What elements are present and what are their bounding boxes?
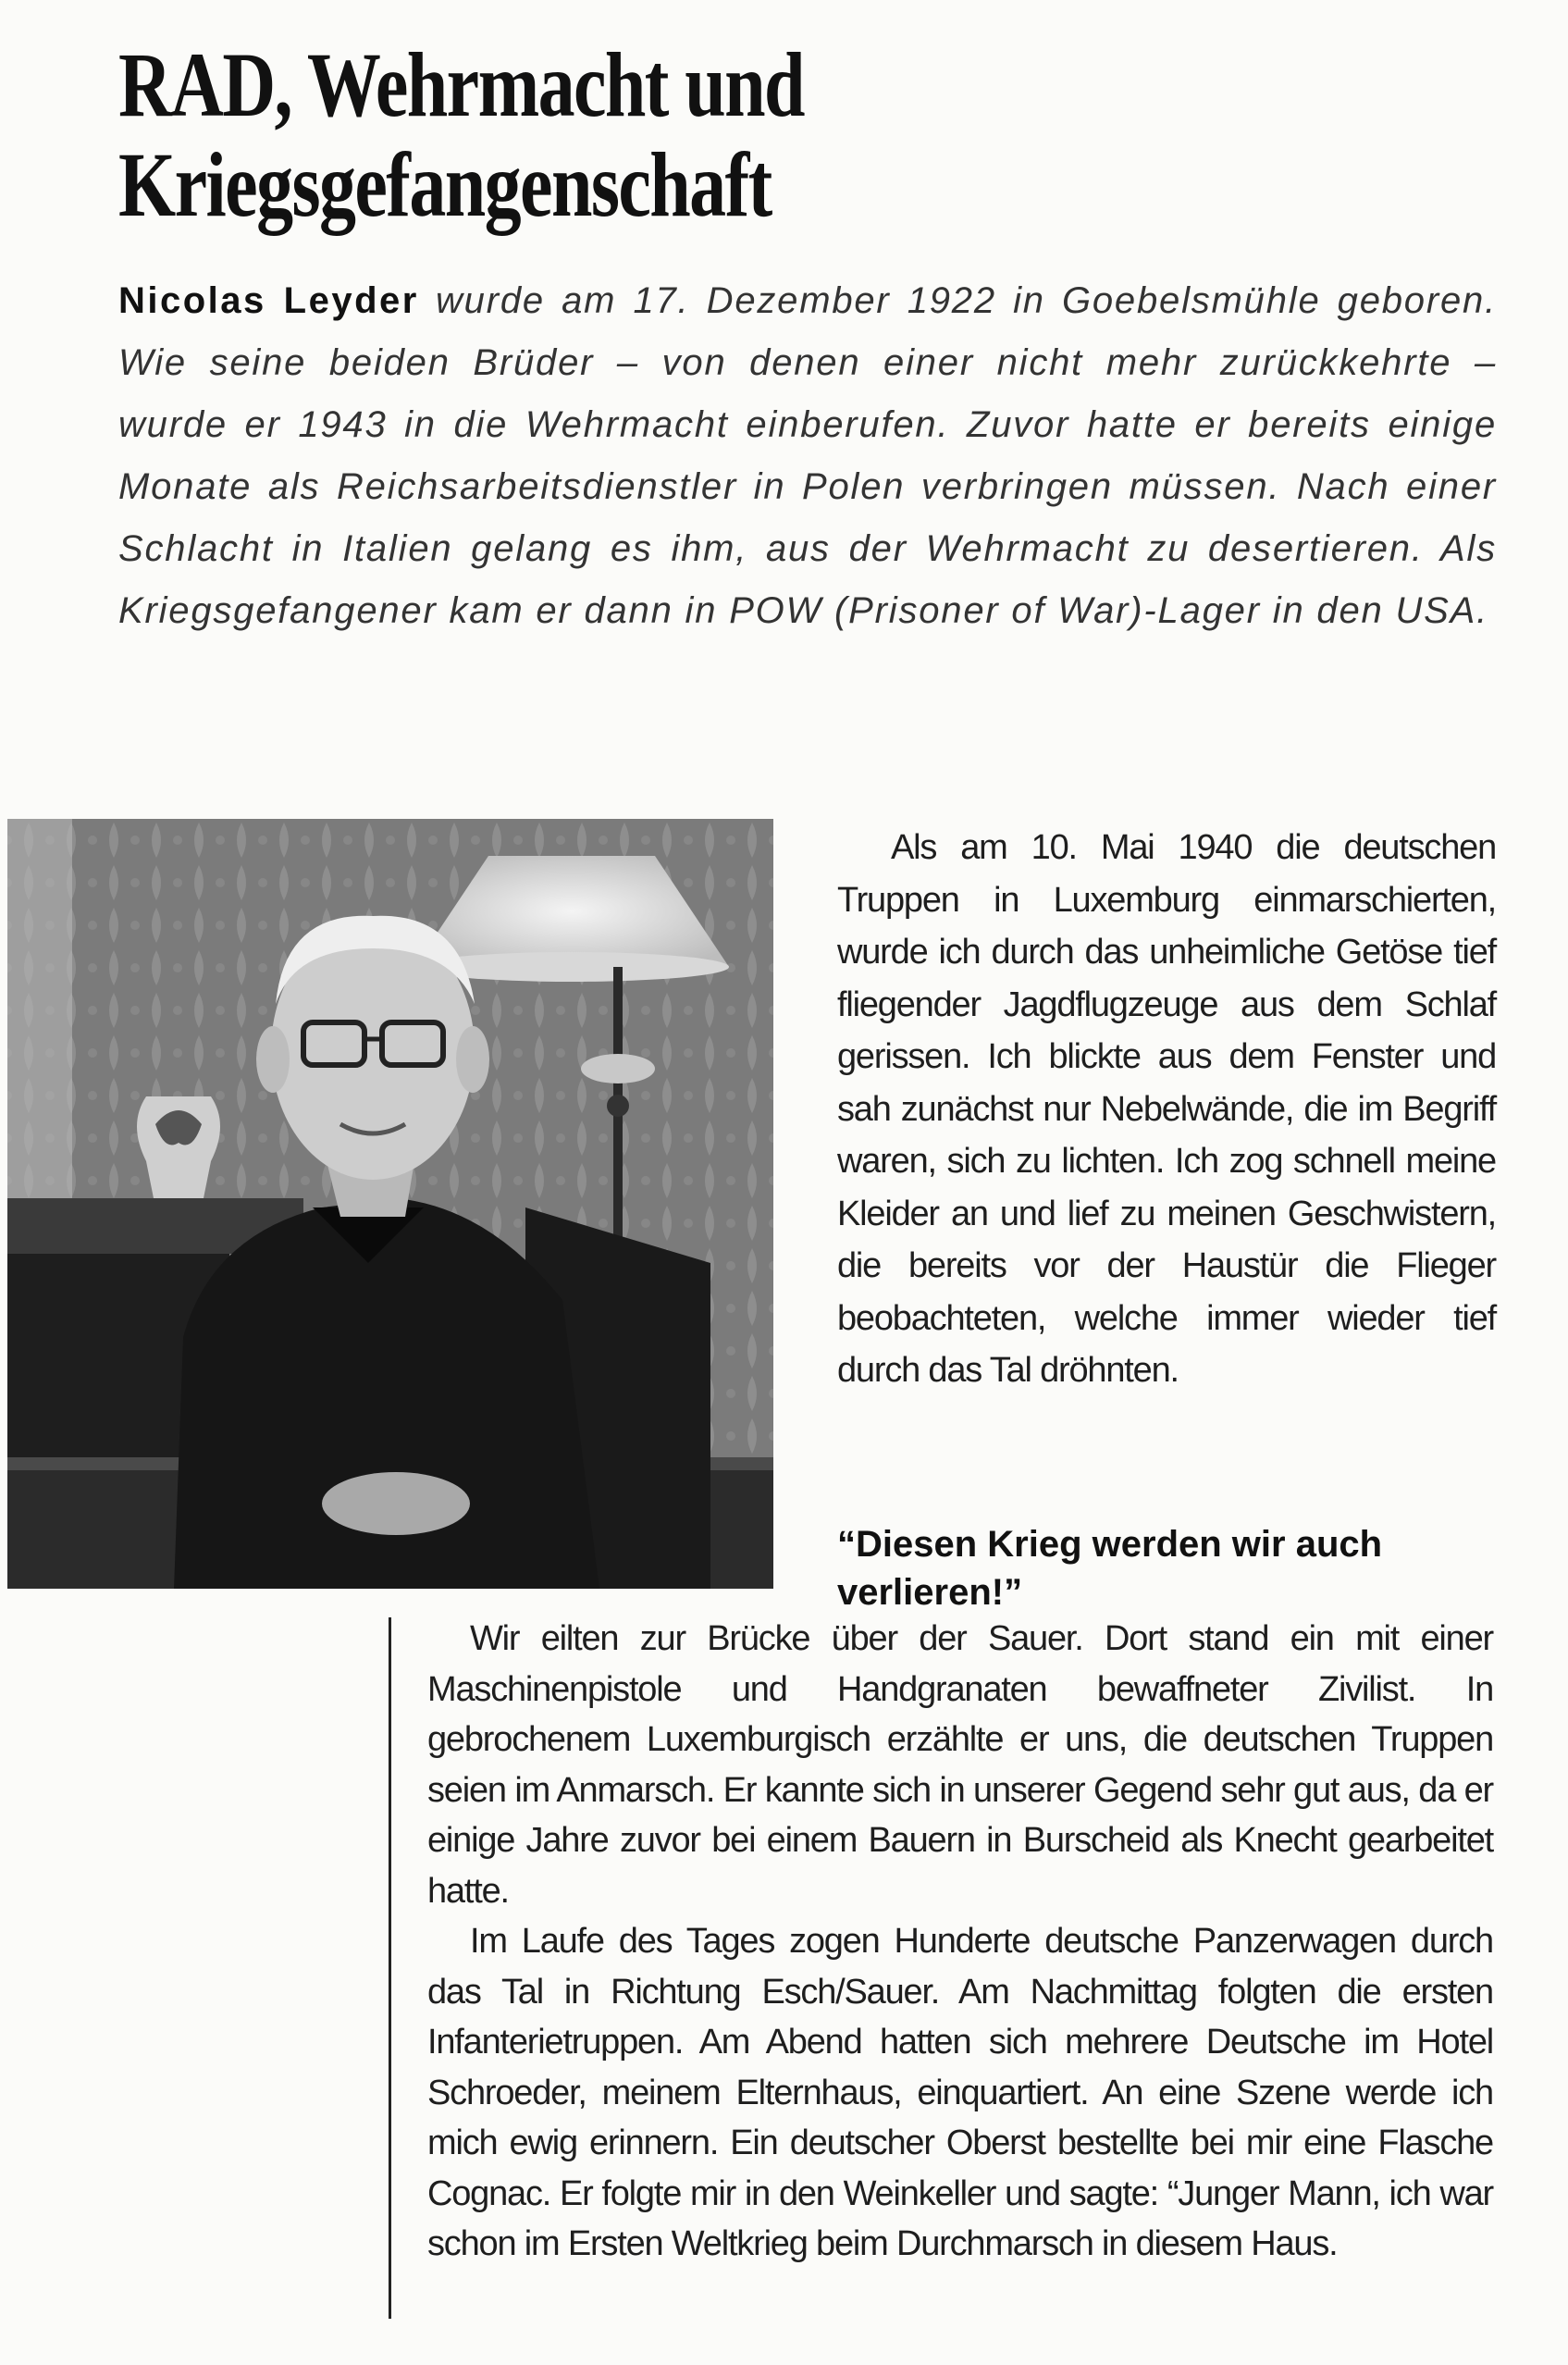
portrait-photo [7, 819, 773, 1589]
opening-paragraph: Als am 10. Mai 1940 die deutschen Truppen in Luxemburg einmarschierten, wurde ich durch das unheimliche Getöse tief fliegender Jagdflugzeuge aus dem Schlaf gerissen. Ich blickte aus dem Fenster und sah zunächst nur Nebelwände, die im Begriff waren, sich zu lichten. Ich zog schnell meine Kleider an und lief zu meinen Geschwistern, die bereits vor der Haustür die Flieger beobachteten, welche immer wieder tief durch das Tal dröhnten. [837, 828, 1496, 1390]
title-line-1: RAD, Wehrmacht und [118, 33, 804, 136]
body-paragraph-1: Wir eilten zur Brücke über der Sauer. Dort stand ein mit einer Maschinenpistole und Handgranaten bewaffneter Zivilist. In gebrochenem Luxemburgisch erzählte er uns, die deutschen Truppen seien im Anmarsch. Er kannte sich in unserer Gegend sehr gut aus, da er einige Jahre zuvor bei einem Bauern in Burscheid als Knecht gearbeitet hatte. [427, 1619, 1493, 1911]
vertical-rule [389, 1617, 391, 2319]
body-paragraph-2: Im Laufe des Tages zogen Hunderte deutsche Panzerwagen durch das Tal in Richtung Esch/Sauer. Am Nachmittag folgten die ersten Infanterietruppen. Am Abend hatten sich mehrere Deutsche im Hotel Schroeder, meinem Elternhaus, einquartiert. An eine Szene werde ich mich ewig erinnern. Ein deutscher Oberst bestellte bei mir eine Flasche Cognac. Er folgte mir in den Weinkeller und sagte: “Junger Mann, ich war schon im Ersten Weltkrieg beim Durchmarsch in diesem Haus. [427, 1922, 1493, 2263]
intro-paragraph [118, 270, 1497, 642]
person-name: Nicolas Leyder [118, 280, 419, 321]
page-title [118, 35, 1080, 235]
intro-text: wurde am 17. Dezember 1922 in Goebelsmühle geboren. Wie seine beiden Brüder – von denen einer nicht mehr zurückkehrte – wurde er 1943 in die Wehrmacht einberufen. Zuvor hatte er bereits einige Monate als Reichsarbeitsdienstler in Polen verbringen müssen. Nach einer Schlacht in Italien gelang es ihm, aus der Wehrmacht zu desertieren. Als Kriegsgefangener kam er dann in POW (Prisoner of War)-Lager in den USA. [118, 280, 1497, 631]
body-text [427, 1614, 1493, 2270]
portrait-illustration [7, 819, 773, 1589]
section-subheading: “Diesen Krieg werden wir auch verlieren!” [837, 1524, 1383, 1613]
right-column [837, 822, 1496, 1397]
title-line-2: Kriegsgefangenschaft [118, 133, 772, 236]
